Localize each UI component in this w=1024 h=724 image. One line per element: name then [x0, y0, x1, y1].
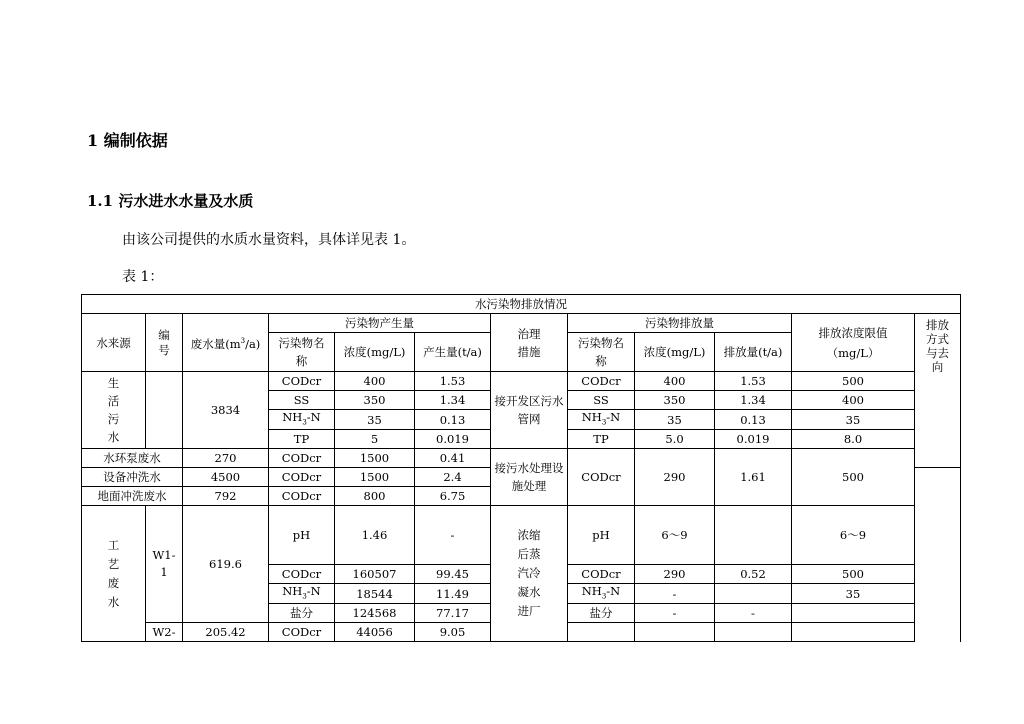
- table-cell: SS: [568, 391, 635, 410]
- table-cell: [715, 506, 792, 565]
- table-cell: 290: [635, 449, 715, 506]
- volume-domestic: 3834: [183, 372, 269, 449]
- table-cell: 6.75: [415, 487, 491, 506]
- table-cell: 11.49: [415, 584, 491, 604]
- pollutant-table: [81, 294, 961, 642]
- table-cell: 6～9: [792, 506, 915, 565]
- table-title: 水污染物排放情况: [82, 295, 961, 314]
- table-cell: [715, 623, 792, 642]
- no-w1: W1-1: [146, 506, 183, 623]
- header-volume: 废水量$(m^3/a)$: [183, 314, 269, 372]
- table-cell: 792: [183, 487, 269, 506]
- table-cell: 160507: [335, 565, 415, 584]
- table-cell: 1.53: [715, 372, 792, 391]
- table-cell: 盐分: [269, 604, 335, 623]
- table-cell: 290: [635, 565, 715, 584]
- header-discharge-amount: 排放量(t/a): [715, 333, 792, 372]
- header-generation-group: 污染物产生量: [269, 314, 491, 333]
- table-cell: CODcr: [269, 449, 335, 468]
- header-discharge-way: 排放方式与去向: [915, 314, 961, 468]
- source-process: 工艺废水: [82, 506, 146, 642]
- volume-w1: 619.6: [183, 506, 269, 623]
- table-cell: 270: [183, 449, 269, 468]
- table-cell: CODcr: [269, 372, 335, 391]
- table-cell: 1.34: [415, 391, 491, 410]
- table-cell: [792, 623, 915, 642]
- table-cell: [792, 604, 915, 623]
- table-cell: CODcr: [269, 487, 335, 506]
- table-cell: $NH_3-N$: [568, 410, 635, 430]
- table-cell: 1500: [335, 449, 415, 468]
- table-cell: $NH_3-N$: [269, 584, 335, 604]
- table-cell: 18544: [335, 584, 415, 604]
- table-cell: 8.0: [792, 430, 915, 449]
- volume-w2: 205.42: [183, 623, 269, 642]
- table-cell: 1.53: [415, 372, 491, 391]
- header-source: 水来源: [82, 314, 146, 372]
- table-cell: 35: [792, 584, 915, 604]
- treatment-domestic: 接开发区污水管网: [491, 372, 568, 449]
- table-cell: -: [415, 506, 491, 565]
- table-cell: 35: [635, 410, 715, 430]
- table-cell: 0.41: [415, 449, 491, 468]
- table-cell: 0.019: [715, 430, 792, 449]
- no-w2: W2-: [146, 623, 183, 642]
- table-cell: 99.45: [415, 565, 491, 584]
- table-cell: [635, 623, 715, 642]
- table-cell: TP: [568, 430, 635, 449]
- section-heading: 1 编制依据: [87, 131, 168, 150]
- table-cell: 5.0: [635, 430, 715, 449]
- header-generation-amount: 产生量(t/a): [415, 333, 491, 372]
- table-cell: 盐分: [568, 604, 635, 623]
- table-cell: 500: [792, 449, 915, 506]
- header-discharge-concentration: 浓度(mg/L): [635, 333, 715, 372]
- table-cell: TP: [269, 430, 335, 449]
- header-concentration: 浓度(mg/L): [335, 333, 415, 372]
- table-cell: $NH_3-N$: [568, 584, 635, 604]
- table-cell: 77.17: [415, 604, 491, 623]
- table-cell: 124568: [335, 604, 415, 623]
- source-domestic: 生活污水: [82, 372, 146, 449]
- table-cell: [568, 623, 635, 642]
- table-cell: 44056: [335, 623, 415, 642]
- table-cell: 5: [335, 430, 415, 449]
- table-cell: 350: [335, 391, 415, 410]
- subsection-heading: 1.1 污水进水水量及水质: [87, 192, 254, 210]
- table-cell: 400: [792, 391, 915, 410]
- table-cell: -: [635, 604, 715, 623]
- table-cell: pH: [269, 506, 335, 565]
- table-cell: $NH_3-N$: [269, 410, 335, 430]
- table-cell: CODcr: [568, 565, 635, 584]
- source-misc: 设备冲洗水: [82, 468, 183, 487]
- header-discharge-group: 污染物排放量: [568, 314, 792, 333]
- header-no: 编号: [146, 314, 183, 372]
- table-cell: 500: [792, 372, 915, 391]
- table-caption: 表 1：: [122, 269, 164, 285]
- table-cell: CODcr: [568, 449, 635, 506]
- table-cell: 4500: [183, 468, 269, 487]
- body-paragraph: 由该公司提供的水质水量资料，具体详见表 1。: [122, 232, 416, 248]
- table-cell: CODcr: [269, 623, 335, 642]
- table-cell: 350: [635, 391, 715, 410]
- table-cell: 0.019: [415, 430, 491, 449]
- table-cell: CODcr: [568, 372, 635, 391]
- treatment-process: 浓缩后蒸汽冷凝水进厂: [491, 506, 568, 642]
- table-cell: 1.46: [335, 506, 415, 565]
- table-cell: 9.05: [415, 623, 491, 642]
- header-discharge-pollutant: 污染物名称: [568, 333, 635, 372]
- table-cell: -: [635, 584, 715, 604]
- table-cell: 1.34: [715, 391, 792, 410]
- header-pollutant: 污染物名称: [269, 333, 335, 372]
- table-cell: pH: [568, 506, 635, 565]
- no-domestic: [146, 372, 183, 449]
- table-cell: 2.4: [415, 468, 491, 487]
- table-cell: 0.52: [715, 565, 792, 584]
- table-cell: 1500: [335, 468, 415, 487]
- table-cell: -: [715, 604, 792, 623]
- table-cell: 35: [335, 410, 415, 430]
- table-cell: 6～9: [635, 506, 715, 565]
- table-cell: 400: [335, 372, 415, 391]
- header-limit: 排放浓度限值 （mg/L）: [792, 314, 915, 372]
- table-cell: 35: [792, 410, 915, 430]
- table-cell: [715, 584, 792, 604]
- table-cell: SS: [269, 391, 335, 410]
- table-cell: 0.13: [715, 410, 792, 430]
- source-misc: 地面冲洗废水: [82, 487, 183, 506]
- table-cell: CODcr: [269, 565, 335, 584]
- header-treatment: 治理措施: [491, 314, 568, 372]
- treatment-misc: 接污水处理设施处理: [491, 449, 568, 506]
- source-misc: 水环泵废水: [82, 449, 183, 468]
- table-cell: 400: [635, 372, 715, 391]
- table-cell: CODcr: [269, 468, 335, 487]
- table-cell: 0.13: [415, 410, 491, 430]
- table-cell: 1.61: [715, 449, 792, 506]
- table-cell: 800: [335, 487, 415, 506]
- table-cell: 500: [792, 565, 915, 584]
